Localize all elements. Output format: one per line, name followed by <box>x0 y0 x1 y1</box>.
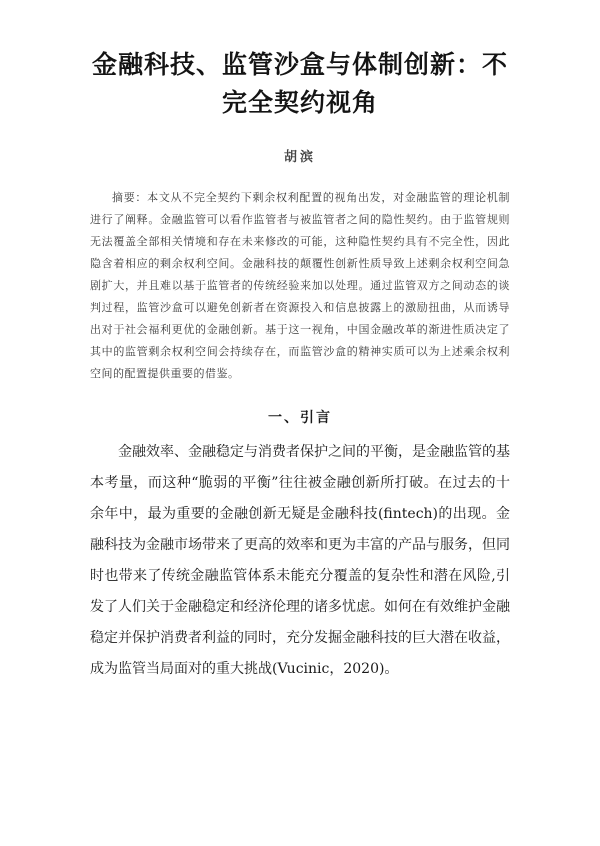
abstract: 摘要：本文从不完全契约下剩余权利配置的视角出发，对金融监管的理论机制进行了阐释。金融监管可以看作监管者与被监管者之间的隐性契约。由于监管规则无法覆盖全部相关情境和存在未来修改的可能，这种隐性契约具有不完全性，因此隐含着相应的剩余权利空间。金融科技的颠覆性创新性质导致上述剩余权利空间急剧扩大，并且难以基于监管者的传统经验来加以处理。通过监管双方之间动态的谈判过程，监管沙盒可以避免创新者在资源投入和信息披露上的激励扭曲，从而诱导出对于社会福利更优的金融创新。基于这一视角，中国金融改革的渐进性质决定了其中的监管剩余权利空间会持续存在，而监管沙盒的精神实质可以为上述乘余权利空间的配置提供重要的借鉴。 <box>90 191 510 380</box>
body-paragraph: 金融效率、金融稳定与消费者保护之间的平衡，是金融监管的基本考量，而这种“脆弱的平衡”往往被金融创新所打破。在过去的十余年中，最为重要的金融创新无疑是金融科技(fintech)的出现。金融科技为金融市场带来了更高的效率和更为丰富的产品与服务，但同时也带来了传统金融监管体系未能充分覆盖的复杂性和潜在风险,引发了人们关于金融稳定和经济伦理的诸多忧虑。如何在有效维护金融稳定并保护消费者利益的同时，充分发掘金融科技的巨大潜在收益，成为监管当局面对的重大挑战(Vucinic，2020)。 <box>90 444 510 677</box>
author-name: 胡滨 <box>283 150 316 165</box>
section-heading: 一、引言 <box>268 410 332 426</box>
paper-title: 金融科技、监管沙盒与体制创新：不完全契约视角 <box>91 50 508 117</box>
paper-page <box>0 46 600 846</box>
